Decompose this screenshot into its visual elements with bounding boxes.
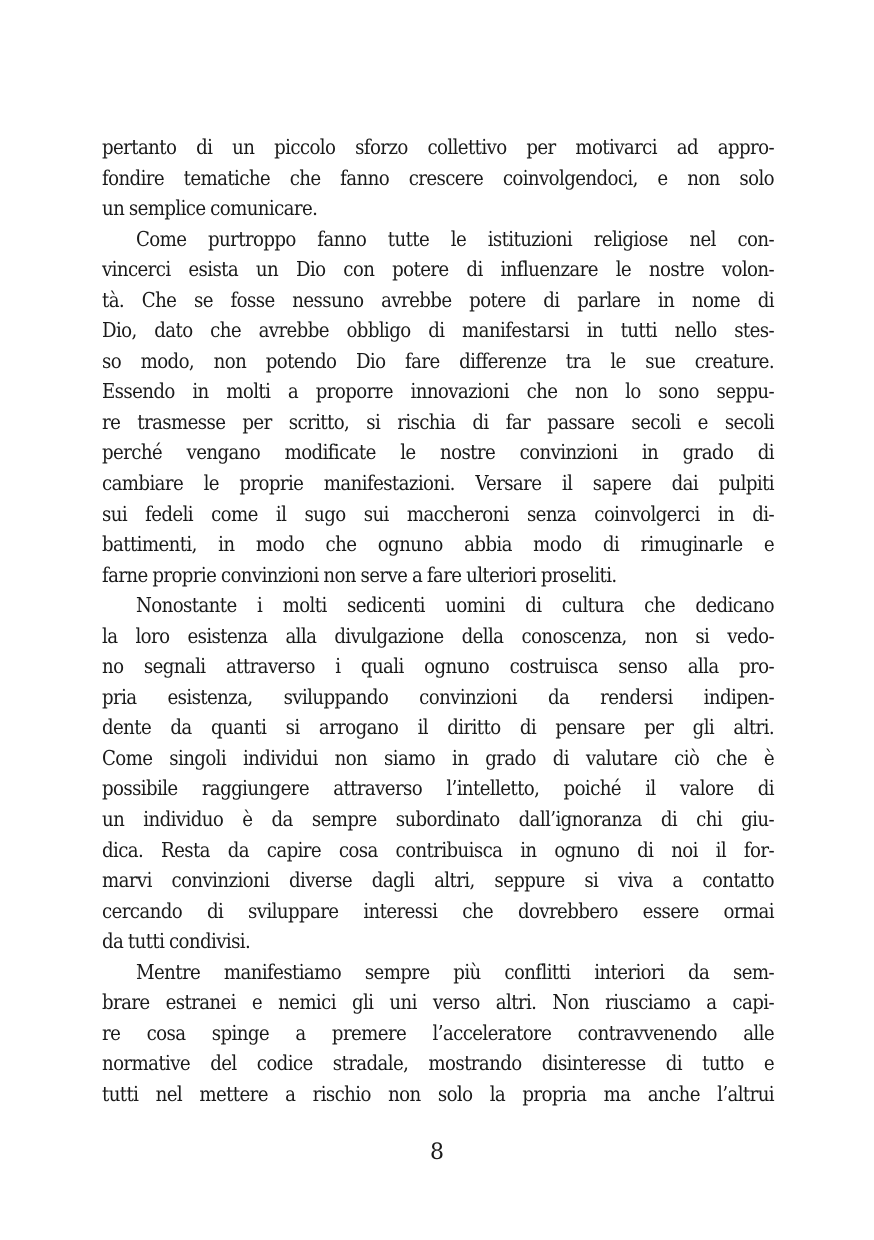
- text-line: re trasmesse per scritto, si rischia di far passare secoli e secoli: [102, 409, 774, 434]
- text-line: Nonostante i molti sedicenti uomini di cultura che dedicano: [136, 593, 774, 618]
- text-line: marvi convinzioni diverse dagli altri, seppure si viva a contatto: [102, 868, 774, 893]
- text-line: perché vengano modificate le nostre convinzioni in grado di: [102, 440, 774, 465]
- text-line: sui fedeli come il sugo sui maccheroni senza coinvolgerci in di-: [102, 501, 774, 526]
- paragraph-2: [102, 224, 774, 591]
- text-line: Come singoli individui non siamo in grado di valutare ciò che è: [102, 745, 774, 770]
- text-line: un semplice comunicare.: [102, 196, 318, 221]
- text-line: possibile raggiungere attraverso l’intelletto, poiché il valore di: [102, 776, 774, 801]
- text-line: la loro esistenza alla divulgazione della conoscenza, non si vedo-: [102, 623, 774, 648]
- text-line: Dio, dato che avrebbe obbligo di manifestarsi in tutti nello stes-: [102, 318, 774, 343]
- text-line: fondire tematiche che fanno crescere coinvolgendoci, e non solo: [102, 165, 774, 190]
- paragraph-1: [102, 132, 774, 224]
- text-line: dente da quanti si arrogano il diritto di pensare per gli altri.: [102, 715, 774, 740]
- text-line: farne proprie convinzioni non serve a fare ulteriori proseliti.: [102, 562, 617, 587]
- text-line: Mentre manifestiamo sempre più conflitti interiori da sem-: [136, 959, 774, 984]
- page-number: 8: [430, 1140, 444, 1165]
- paragraph-4: [102, 957, 774, 1110]
- text-line: normative del codice stradale, mostrando disinteresse di tutto e: [102, 1051, 774, 1076]
- text-line: battimenti, in modo che ognuno abbia modo di rimuginarle e: [102, 532, 774, 557]
- text-line: cercando di sviluppare interessi che dovrebbero essere ormai: [102, 898, 774, 923]
- paragraph-3: [102, 590, 774, 957]
- text-line: dica. Resta da capire cosa contribuisca in ognuno di noi il for-: [102, 837, 774, 862]
- text-line: un individuo è da sempre subordinato dall’ignoranza di chi giu-: [102, 807, 774, 832]
- text-line: re cosa spinge a premere l’acceleratore contravvenendo alle: [102, 1020, 774, 1045]
- text-line: tà. Che se fosse nessuno avrebbe potere di parlare in nome di: [102, 287, 774, 312]
- text-line: so modo, non potendo Dio fare differenze tra le sue creature.: [102, 348, 774, 373]
- text-line: da tutti condivisi.: [102, 929, 251, 954]
- body-text: [102, 132, 774, 1110]
- text-line: Come purtroppo fanno tutte le istituzioni religiose nel con-: [136, 226, 774, 251]
- text-line: tutti nel mettere a rischio non solo la propria ma anche l’altrui: [102, 1081, 774, 1106]
- text-line: Essendo in molti a proporre innovazioni che non lo sono seppu-: [102, 379, 774, 404]
- text-line: pria esistenza, sviluppando convinzioni da rendersi indipen-: [102, 684, 774, 709]
- text-line: no segnali attraverso i quali ognuno costruisca senso alla pro-: [102, 654, 774, 679]
- text-line: brare estranei e nemici gli uni verso altri. Non riusciamo a capi-: [102, 990, 774, 1015]
- text-line: cambiare le proprie manifestazioni. Versare il sapere dai pulpiti: [102, 471, 774, 496]
- text-line: vincerci esista un Dio con potere di influenzare le nostre volon-: [102, 257, 774, 282]
- text-line: pertanto di un piccolo sforzo collettivo per motivarci ad appro-: [102, 135, 774, 159]
